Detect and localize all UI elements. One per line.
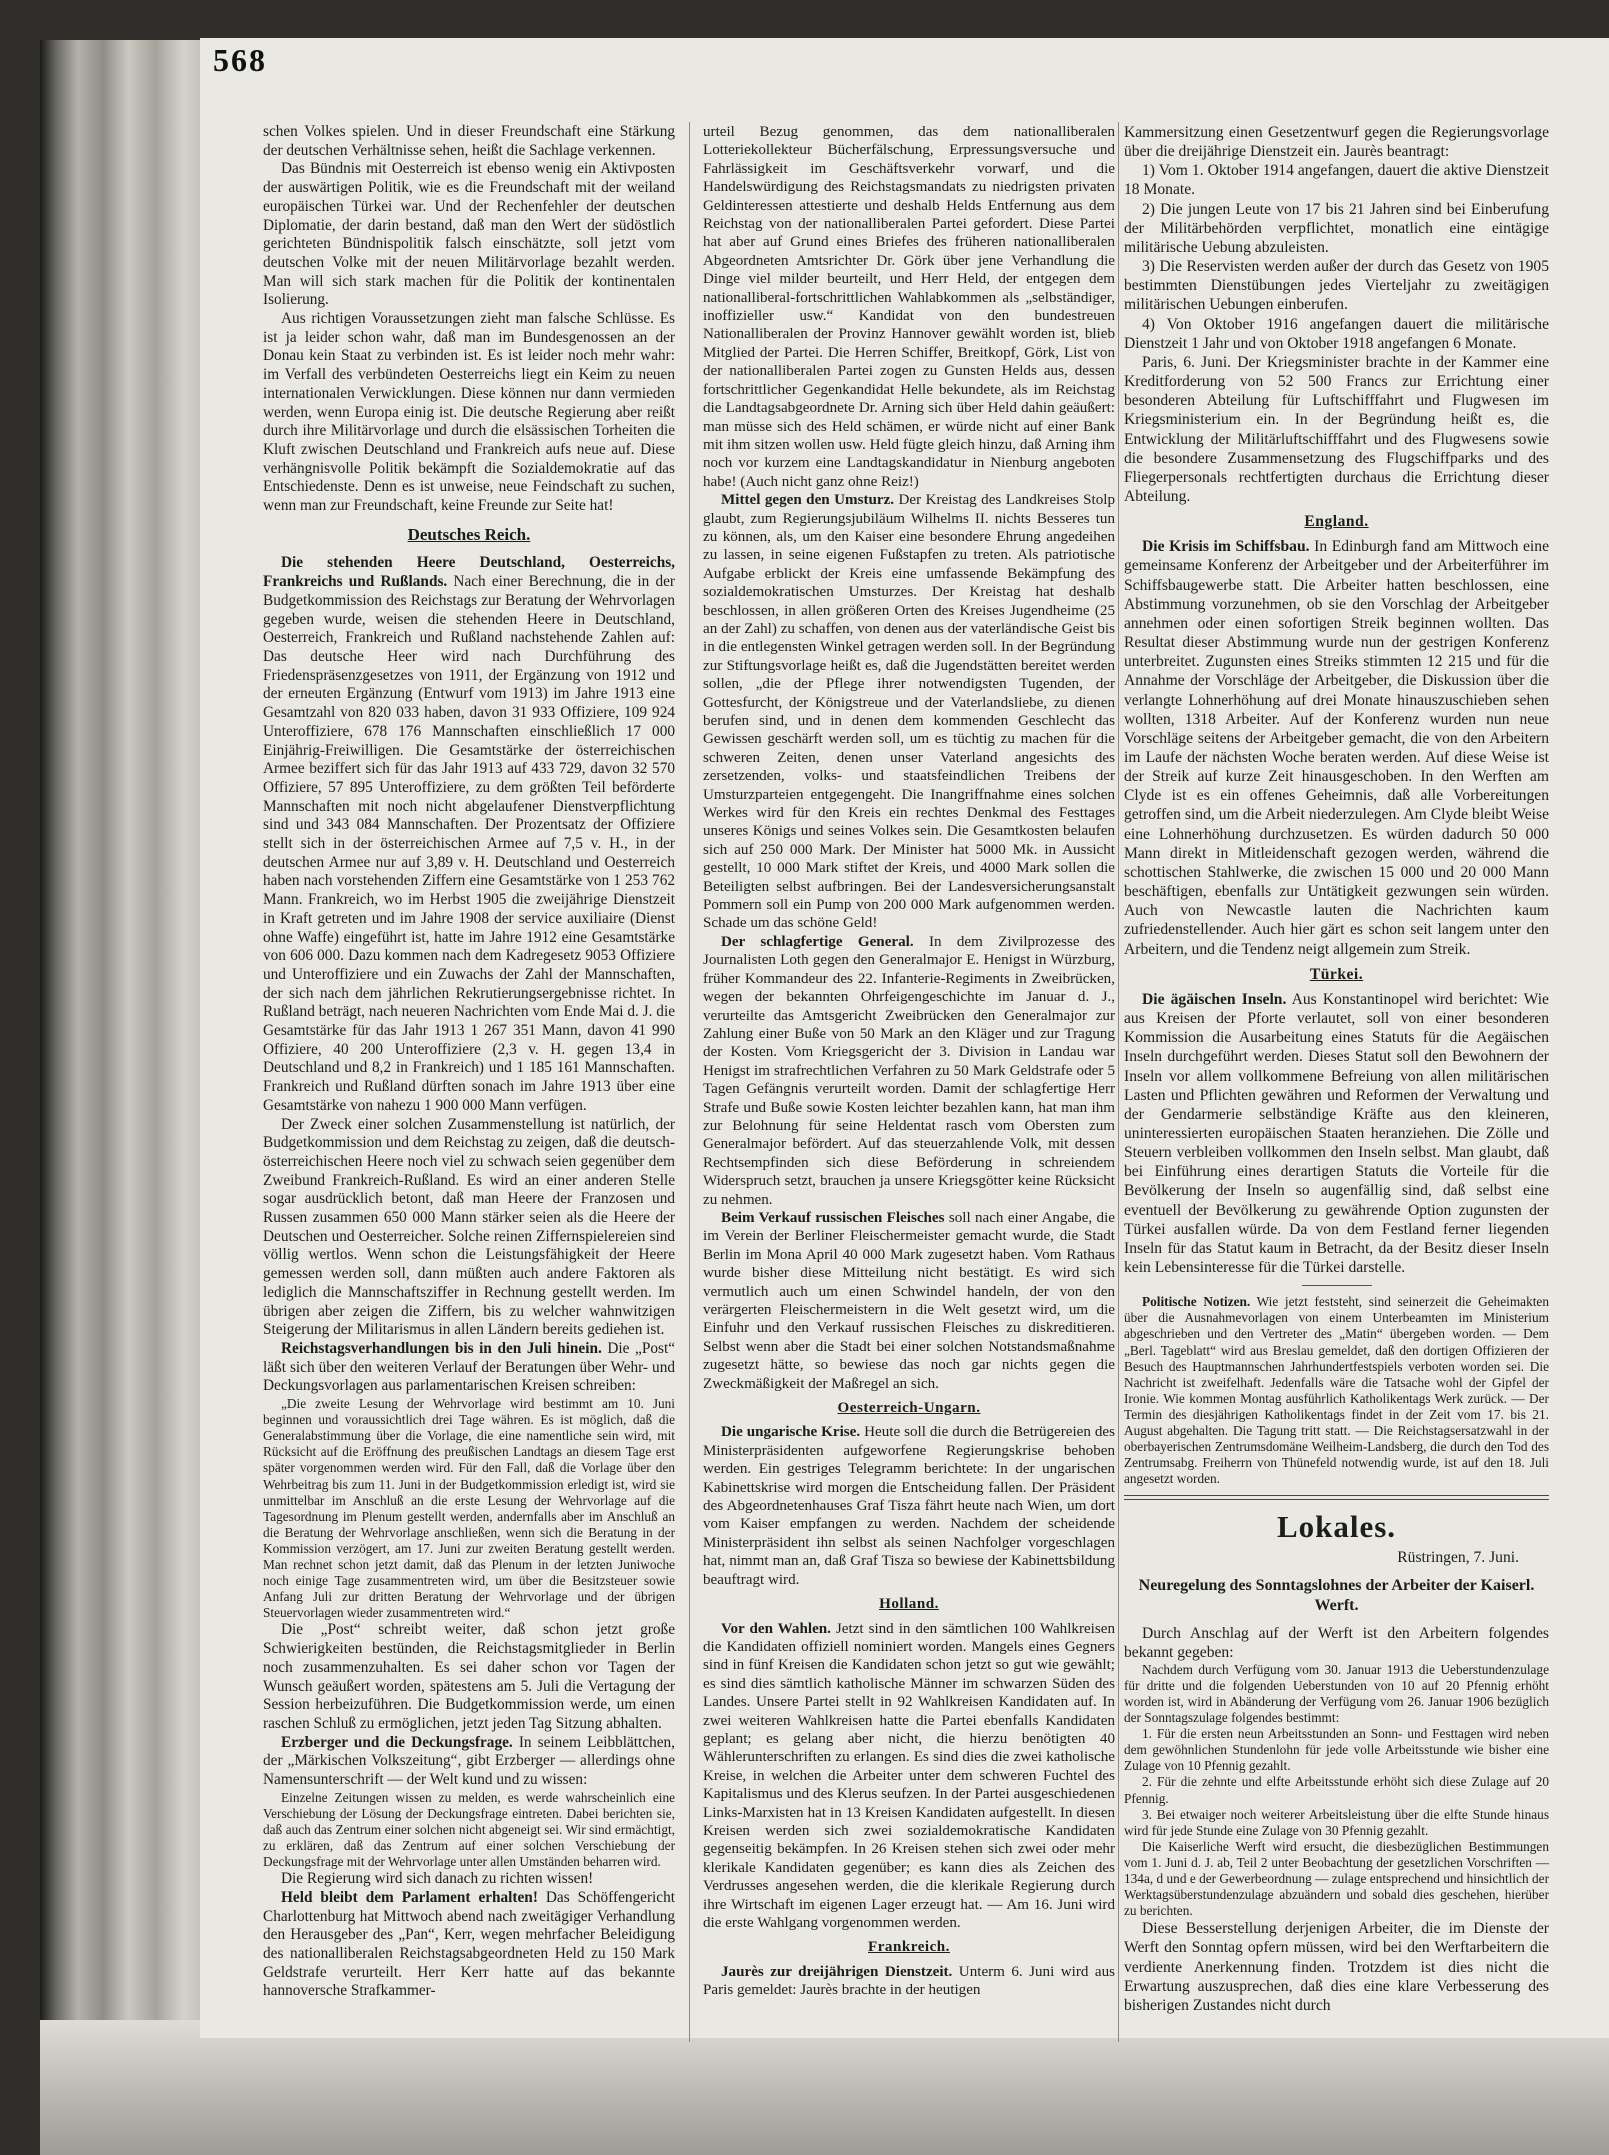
article-body: Jetzt sind in den sämtlichen 100 Wahlkreisen die Kandidaten offiziell nominiert worden. Mangels eines Gegners sind in fünf Kreisen die Kandidaten schon jetzt so gut wie gewählt; es sind dies sämtlich katholische Männer im schwarzen Süden des Landes. Unsere Partei stellt in 92 Wahlkreisen Kandidaten auf. In zwei weiteren Wahlkreisen hatte die Partei ebenfalls Kandidaten geplant; es gelang aber nicht, die hierzu benötigten 40 Wählerunterschriften zu erlangen. Es sind dies die zwei katholische Kreise, in welchen die Arbeiter unter dem schweren Fuchtel des Kapitalismus und des Klerus seufzen. In der Partei ausgeschiedenen Links-Marxisten hat in 13 Kreisen Kandidaten aufgestellt. In diesen Kreisen werden sich zwei sozialdemokratische Kandidaten gegenseitig bekämpfen. In 26 Kreisen stehen sich zwei oder mehr klerikale Kandidaten gegenüber; es kann dies als Zeichen des Verdrusses angesehen werden, die die klerikale Regierung durch ihre Wirtschaft im eigenen Lager erzeugt hat. — Am 16. Juni wird die erste Wahlgang vorgenommen werden.	[703, 1620, 1115, 1931]
paragraph: Nachdem durch Verfügung vom 30. Januar 1913 die Ueberstundenzulage für dritte und die folgenden Ueberstunden von 10 auf 20 Pfennig erhöht worden ist, wird in Abänderung der Verfügung vom 26. Januar 1906 bezüglich der Sonntagszulage folgendes bestimmt:	[1124, 1661, 1549, 1726]
article-lead: Held bleibt dem Parlament erhalten!	[281, 1888, 538, 1906]
paragraph: Durch Anschlag auf der Werft ist den Arbeitern folgendes bekannt gegeben:	[1124, 1624, 1549, 1661]
section-heading: England.	[1304, 513, 1369, 531]
article-body: In seinem Leibblättchen, der „Märkischen Volkszeitung“, gibt Erzberger — allerdings ohne Namensunterschrift — der Welt kund und zu wissen:	[263, 1733, 676, 1789]
article-lead: Die ägäischen Inseln.	[1142, 990, 1287, 1008]
column-1	[263, 123, 675, 2001]
article-body: Unterm 6. Juni wird aus Paris gemeldet: Jaurès brachte in der heutigen	[703, 1963, 1115, 1999]
paragraph: schen Volkes spielen. Und in dieser Freundschaft eine Stärkung der deutschen Verhältnisse sehen, heißt die Sachlage verkennen.	[263, 123, 675, 159]
article-body: Nach einer Berechnung, die in der Budgetkommission des Reichstags zur Beratung der Wehrvorlagen gegeben wurde, weisen die stehenden Heere in Deutschland, Oesterreich, Frankreich und Rußland nachstehende Zahlen auf: Das deutsche Heer wird nach Durchführung des Friedenspräsenzgesetzes von 1911, der Ergänzung von 1912 und der erneuten Ergänzung (Entwurf vom 1913) im Jahre 1913 eine Gesamtzahl von 820 033 haben, davon 31 933 Offiziere, 109 924 Unteroffiziere, 678 176 Mannschaften einschließlich 17 000 Einjährig-Freiwilligen. Die Gesamtstärke der österreichischen Armee beziffert sich für das Jahr 1913 auf 433 729, davon 32 570 Offiziere, 57 895 Unteroffiziere, zu dem größten Teil beförderte Mannschaften mit noch nicht abgelaufener Dienstverpflichtung sind und 343 084 Mannschaften. Der Prozentsatz der Offiziere stellt sich in der österreichischen Armee auf 7,5 v. H., in der deutschen Armee nur auf 3,89 v. H. Deutschland und Oesterreich haben nach vorstehenden Ziffern eine Gesamtstärke von 1 253 762 Mann. Frankreich, wo im Herbst 1905 die zweijährige Dienstzeit in Kraft getreten und im Jahre 1908 der service auxiliaire (Dienst ohne Waffe) eingeführt ist, hatte im Jahre 1912 eine Gesamtstärke von 606 000. Dazu kommen nach dem Kadregesetz 9053 Offiziere und Unteroffiziere und ein Zuwachs der Zahl der Mannschaften, der sich nach dem jährlichen Rekrutierungsergebnisse richtet. In Rußland beträgt, nach neueren Nachrichten vom Ende Mai d. J. die Gesamtstärke für das Jahr 1913 1 267 351 Mann, davon 41 990 Offiziere, 40 200 Unteroffiziere (2,3 v. H. gegen 13,4 in Deutschland und 8,2 in Frankreich) und 1 185 161 Mannschaften. Frankreich und Rußland dürften sonach im Jahre 1913 über eine Gesamtstärke von nahezu 1 900 000 Mann verfügen.	[263, 573, 675, 1114]
article-body: soll nach einer Angabe, die im Verein der Berliner Fleischermeister gemacht wurde, die Stadt Berlin im Mona April 40 000 Mark zugesetzt haben. Vom Rathaus wurde bisher diese Mitteilung nicht bestätigt. Es wird sich vermutlich auch um einen Schwindel handeln, der von den verärgerten Fleischermeistern in die Welt gesetzt wird, um die Einfuhr und den Verkauf russischen Fleisches zu diskreditieren. Selbst wenn aber die Stadt bei einer solchen Notstandsmaßnahme zugesetzt hätte, so bewiese das noch gar nichts gegen die Zweckmäßigkeit der Maßregel an sich.	[703, 1209, 1115, 1392]
paragraph: Der Zweck einer solchen Zusammenstellung ist natürlich, der Budgetkommission und dem Reichstag zu zeigen, daß die deutsch-österreichischen Heere noch viel zu schwach seien gegenüber dem Zweibund Frankreich-Rußland. Es wird an einer anderen Stelle sogar ausdrücklich betont, daß man Heere der Franzosen und Russen zusammen 650 000 Mann stärker seien als die Heere der Deutschen und Oesterreicher. Solche reinen Ziffernspielereien sind völlig wertlos. Wenn schon die Leistungsfähigkeit der Heere gemessen werden soll, dann müßten auch andere Faktoren als lediglich die Mannschaftsziffer in Rechnung gestellt werden. Im übrigen aber zeigen die Ziffern, bis zu welcher wahnwitzigen Steigerung der Militarismus in allen Ländern bereits gediehen ist.	[263, 1115, 675, 1339]
list-item: 4) Von Oktober 1916 angefangen dauert die militärische Dienstzeit 1 Jahr und von Oktober 1918 angefangen 6 Monate.	[1124, 315, 1549, 352]
article-body: Der Kreistag des Landkreises Stolp glaubt, zum Regierungsjubiläum Wilhelms II. nichts Besseres tun zu können, als, um den Kaiser eine besondere Ehrung angedeihen zu lassen, in seine eigenen Fußstapfen zu treten. Als patriotische Aufgabe erblickt der Kreis eine umfassende Bekämpfung des sozialdemokratischen Umsturzes. Der Kreistag hat deshalb beschlossen, in allen größeren Orten des Kreises Jugendheime (25 an der Zahl) zu schaffen, von denen aus der vaterländische Geist bis in die entlegensten Winkel getragen werden soll. In der Begründung zur Stiftungsvorlage heißt es, daß die Jugendstätten bereitet werden sollen, „die der Pflege ihrer notwendigsten Tugenden, der Gottesfurcht, der Königstreue und der Vaterlandsliebe, zu dienen berufen sind, und in denen dem kommenden Geschlecht das Gewissen geschärft werden soll, um es tüchtig zu machen für die schweren Zeiten, denen unser Vaterland angesichts des zersetzenden, volks- und staatsfeindlichen Treibens der Umsturzparteien entgegengeht. Die Inangriffnahme eines solchen Werkes wird für den Kreis ein rechtes Denkmal des Festtages unseres Königs und seines Volkes sein. Die Gesamtkosten belaufen sich auf 250 000 Mark. Der Minister hat 5000 Mk. in Aussicht gestellt, 10 000 Mark stiftet der Kreis, und 4000 Mark sollen die Beteiligten selbst aufbringen. Bei der Landesversicherungsanstalt Pommern soll ein Pump von 200 000 Mark aufgenommen werden. Schade um das schöne Geld!	[703, 492, 1115, 932]
list-item: 2. Für die zehnte und elfte Arbeitsstunde erhöht sich diese Zulage auf 20 Pfennig.	[1124, 1774, 1549, 1806]
article-body: In dem Zivilprozesse des Journalisten Loth gegen den Generalmajor E. Henigst in Würzburg, früher Kommandeur des 22. Infanterie-Regiments in Zweibrücken, wegen der bekannten Ohrfeigengeschichte im Januar d. J., verurteilte das Amtsgericht Zweibrücken den Generalmajor zur Zahlung einer Buße von 50 Mark an den Kläger und zur Tragung der Kosten. Vom Kriegsgericht der 3. Division in Landau war Henigst im strafrechtlichen Verfahren zu 50 Mark Geldstrafe oder 5 Tagen Gefängnis verurteilt worden. Damit der schlagfertige Herr Strafe und Buße sowie Kosten leichter bezahlen kann, hat man ihm zur Belohnung für seine Heldentat rasch vom Obersten zum Generalmajor befördert. Auf das steuerzahlende Volk, mit dessen Rechtsempfinden sich diese Beförderung in schreiendem Widerspruch setzt, brauchen ja unsere Kriegsgötter keine Rücksicht zu nehmen.	[703, 933, 1115, 1208]
list-item: 2) Die jungen Leute von 17 bis 21 Jahren sind bei Einberufung der Militärbehörden verpflichtet, monatlich eine eintägige militärische Uebung abzuleisten.	[1124, 200, 1549, 256]
column-3	[1124, 123, 1549, 2015]
paragraph: urteil Bezug genommen, das dem nationalliberalen Lotteriekollekteur Bücherfälschung, Erpressungsversuche und Fahrlässigkeit im Geschäftsverkehr vorwarf, und die Handelswürdigung des Reichstagsmandats zu niedrigsten privaten Geldinteressen attestierte und deshalb Helds Entfernung aus dem Reichstag von der nationalliberalen Partei gefordert. Diese Partei hat aber auf Grund eines Briefes des früheren nationalliberalen Abgeordneten Amtsrichter Dr. Görk über jene Verhandlung die Dinge viel milder beurteilt, und Herr Held, der entgegen dem nationalliberal-fortschrittlichen Wahlabkommen als „selbständiger, inoffizieller usw.“ Kandidat von den bundestreuen Nationalliberalen der Provinz Hannover gewählt worden ist, blieb Mitglied der Partei. Die Herren Schiffer, Breitkopf, Görk, List von der nationalliberalen Partei zogen zu Gunsten Helds aus, dessen fortschrittlicher Gegenkandidat Helle bekundete, als im Reichstag die Landtagsabgeordnete Dr. Arning sich über Held dahin geäußert: man müsse sich des Held schämen, er würde nicht auf einer Bank mit ihm sitzen wollen usw. Held fügte gleich hinzu, daß Arning ihm noch vor kurzem eine Landtagskandidatur in Nienburg angeboten habe! (Auch nicht ganz ohne Reiz!)	[703, 124, 1115, 490]
separator	[1302, 1285, 1372, 1286]
page-number: 568	[213, 42, 267, 78]
list-item: Die Kaiserliche Werft wird ersucht, die diesbezüglichen Bestimmungen vom 1. Juni d. J. ab, Teil 2 unter Beobachtung der gesetzlichen Vorschriften — 134a, d und e der Gewerbeordnung — zulage entsprechend und hinsichtlich der Werktagsüberstundenzulage abzuändern und sobald dies geschehen, hierüber zu berichten.	[1124, 1838, 1549, 1919]
quotation: „Die zweite Lesung der Wehrvorlage wird bestimmt am 10. Juni beginnen und voraussichtlich drei Tage währen. Es ist möglich, daß die Generalabstimmung über die Vorlage, die eine namentliche sein wird, mit Rücksicht auf die Eröffnung des preußischen Landtags an diesem Tage erst später vorgenommen werden wird. Für den Fall, daß die Vorlage über den Wehrbeitrag bis zum 11. Juni in der Budgetkommission erledigt ist, wird sie unmittelbar im Anschluß an die erste Lesung der Wehrvorlage auf die Tagesordnung im Plenum gestellt werden, andernfalls aber im Anschluß an die Beratung der Wehrvorlage anschließen, wenn sich die Beratung in der Kommission verzögert, am 17. Juni zur zweiten Beratung gestellt werden. Man rechnet schon jetzt damit, daß das Plenum in der letzten Juniwoche noch einige Tage zusammentreten wird, um über die Besitzsteuer sowie Anfang Juli zur dritten Beratung der Wehrvorlage und der übrigen Steuervorlagen wieder zusammentreten wird.“	[263, 1396, 675, 1621]
article-lead: Der schlagfertige General.	[721, 933, 914, 950]
column-rule	[689, 122, 690, 2042]
article-lead: Jaurès zur dreijährigen Dienstzeit.	[721, 1963, 953, 1980]
paragraph: Aus richtigen Voraussetzungen zieht man falsche Schlüsse. Es ist ja leider schon wahr, daß man im Bundesgenossen an der Donau kein Staat zu verbinden ist. Es ist leider noch mehr wahr: im Verfall des verbündeten Oesterreichs liegt ein Keim zu neuen internationalen Verwicklungen. Diese können nur dann vermieden werden, wenn Europa einig ist. Die deutsche Regierung aber reißt durch ihre Militärvorlage und durch die elsässischen Torheiten die Kluft zwischen Deutschland und Frankreich aufs neue auf. Diese verhängnisvolle Politik bekämpft die Sozialdemokratie auf das Entschiedenste. Denn es ist unweise, neue Feindschaft zu suchen, wenn man zur Freundschaft, keine Freunde zur Seite hat!	[263, 310, 675, 515]
paragraph: Die Regierung wird sich danach zu richten wissen!	[281, 1870, 594, 1888]
dateline: Rüstringen, 7. Juni.	[1397, 1549, 1519, 1567]
article-body: Die „Post“ läßt sich über den weiteren Verlauf der Beratungen über Wehr- und Deckungsvorlagen aus parlamentarischen Kreisen schreiben:	[263, 1340, 675, 1395]
paragraph: Paris, 6. Juni. Der Kriegsminister brachte in der Kammer eine Kreditforderung von 52 500 Francs zur Errichtung einer besonderen Abteilung für Luftschifffahrt und Flugwesen im Kriegsministerium ein. In der Begründung heißt es, die Entwicklung der Militärluftschifffahrt und des Flugwesens sowie die besondere Zusammensetzung des Flugschiffparks und des Fliegerpersonals rechtfertigten durchaus die Errichtung dieser Abteilung.	[1124, 353, 1549, 505]
section-heading: Türkei.	[1309, 965, 1364, 983]
paragraph: Kammersitzung einen Gesetzentwurf gegen die Regierungsvorlage über die dreijährige Dienstzeit ein. Jaurès beantragt:	[1124, 124, 1549, 161]
article-lead: Die ungarische Krise.	[721, 1424, 861, 1441]
section-heading: Holland.	[879, 1596, 939, 1613]
list-item: 1) Vom 1. Oktober 1914 angefangen, dauert die aktive Dienstzeit 18 Monate.	[1124, 162, 1549, 199]
list-item: 1. Für die ersten neun Arbeitsstunden an Sonn- und Festtagen wird neben dem gewöhnlichen Stundenlohn für jede volle Arbeitsstunde wie bisher eine Zulage von 10 Pfennig gezahlt.	[1124, 1726, 1549, 1774]
article-body: Heute soll die durch die Betrügereien des Ministerpräsidenten aufgeworfene Regierungskrise behoben werden. Ein gestriges Telegramm berichtete: In der ungarischen Kabinettskrise wird morgen die Entscheidung fallen. Der Präsident des Abgeordnetenhauses Graf Tisza fährt heute nach Wien, um dort vom Kaiser empfangen zu werden. Nachdem der scheidende Ministerpräsident ihn selbst als seinen Nachfolger vorgeschlagen hat, nimmt man an, daß Graf Tisza so bewiese der Kabinettsbildung beauftragt wird.	[703, 1424, 1116, 1588]
column-2	[703, 123, 1115, 2000]
article-lead: Mittel gegen den Umsturz.	[721, 492, 895, 509]
article-lead: Politische Notizen.	[1142, 1294, 1251, 1310]
paragraph: Das Bündnis mit Oesterreich ist ebenso wenig ein Aktivposten der auswärtigen Politik, wie es die Freundschaft mit der weiland europäischen Türkei war. Und der Rechenfehler der deutschen Diplomatie, der darin bestand, daß man den Wert der südöstlich gerichteten Bündnispolitik falsch einschätzte, soll jetzt vom deutschen Volke mit der neuen Militärvorlage bezahlt werden. Man will sich stark machen für die Politik der kontinentalen Isolierung.	[263, 160, 675, 309]
separator	[1124, 1495, 1549, 1500]
article-headline: Neuregelung des Sonntagslohnes der Arbeiter der Kaiserl. Werft.	[1138, 1576, 1535, 1614]
section-heading: Deutsches Reich.	[407, 524, 531, 544]
section-heading: Oesterreich-Ungarn.	[837, 1400, 981, 1417]
list-item: 3) Die Reservisten werden außer der durch das Gesetz von 1905 bestimmten Dienstübungen jedes Vierteljahr zu zweitägigen militärischen Uebungen einberufen.	[1124, 258, 1549, 314]
article-lead: Vor den Wahlen.	[721, 1620, 831, 1637]
section-title: Lokales.	[1276, 1509, 1397, 1545]
article-lead: Beim Verkauf russischen Fleisches	[721, 1209, 945, 1226]
article-lead: Reichstagsverhandlungen bis in den Juli hinein.	[281, 1340, 602, 1357]
article-body: In Edinburgh fand am Mittwoch eine gemeinsame Konferenz der Arbeitgeber und der Arbeiterführer im Schiffsbaugewerbe statt. Die Arbeiter hatten beschlossen, eine Abstimmung vorzunehmen, ob sie den Vorschlag der Arbeitgeber annehmen oder einen sofortigen Streik beginnen wollten. Das Resultat dieser Abstimmung wurde nun der gestrigen Konferenz unterbreitet. Zugunsten eines Streiks stimmten 12 215 und für die Annahme der Vorschläge der Arbeitgeber, die Diskussion über die verlangte Lohnerhöhung auf drei Monate hinauszuschieben sehen wollten, 1318 Arbeiter. Auf der Konferenz wurden nun neue Vorschläge seitens der Arbeitgeber gemacht, die von den Arbeitern im Laufe der nächsten Woche beraten werden. Auf diese Weise ist der Streik auf kurze Zeit hinausgeschoben. In den Werften am Clyde ist es ein offenes Geheimnis, daß alle Vorbereitungen getroffen sind, um die Arbeit niederzulegen. Am Clyde bleibt Weise eine Lohnerhöhung durchzusetzen. Es würden dadurch 50 000 Mann direkt in Mitleidenschaft gezogen werden, während die schottischen Stahlwerke, die zwischen 15 000 und 20 000 Mann beschäftigen, ebenfalls zur Untätigkeit gezwungen sein würden. Auch von Newcastle lauten die Nachrichten kaum zufriedenstellender. Auch hier gärt es schon seit langem unter den Arbeitern, und die Tendenz neigt allgemein zum Streik.	[1124, 538, 1549, 958]
article-lead: Die Krisis im Schiffsbau.	[1142, 538, 1310, 556]
article-body: Aus Konstantinopel wird berichtet: Wie aus Kreisen der Pforte verlautet, soll von einer besonderen Kommission die Ausarbeitung eines Statuts für die Aegäischen Inseln durchgeführt werden. Dieses Statut soll den Bewohnern der Inseln vor allem vollkommene Befreiung von allen militärischen Lasten und Pflichten gewähren und Reformen der Verwaltung und der Gendarmerie selbständige Kräfte aus den kleineren, uninteressierten europäischen Staaten heranziehen. Die Zölle und Steuern verbleiben vollkommen den Inseln selbst. Man glaubt, daß bei Einführung eines derartigen Statuts die Vorteile für die Bevölkerung der Inseln so augenfällig sind, daß selbst eine eventuell der Bevölkerung zu gewährende Option zugunsten der Türkei ausfallen würde. Da von dem Festland ferner liegenden Inseln für das Statut kaum in Betracht, da der Besitz dieser Inseln kein Lebensinteresse für die Türkei darstelle.	[1124, 990, 1549, 1277]
paragraph: Die „Post“ schreibt weiter, daß schon jetzt große Schwierigkeiten bestünden, die Reichstagsmitglieder in Berlin noch zusammenzuhalten. Es sei daher schon vor Tagen der Wunsch geäußert worden, spätestens am 5. Juli die Vertagung der Session herbeizuführen. Die Budgetkommission werde, um einen raschen Schluß zu ermöglichen, jetzt jeden Tag Sitzung abhalten.	[263, 1621, 675, 1732]
quotation: Einzelne Zeitungen wissen zu melden, es werde wahrscheinlich eine Verschiebung der Lösung der Deckungsfrage eintreten. Dabei berichten sie, daß auch das Zentrum einer solchen nicht abgeneigt sei. Wir sind ermächtigt, zu erklären, daß das Zentrum auf einer solchen Verschiebung der Deckungsfrage mit der Wehrvorlage unter allen Umständen beharren wird.	[263, 1789, 675, 1870]
section-heading: Frankreich.	[868, 1939, 950, 1956]
article-body: Wie jetzt feststeht, sind seinerzeit die Geheimakten über die Ausnahmevorlagen von einem Unterbeamten im Ministerium abgeschrieben und den Vertreter des „Matin“ übergeben worden. — Dem „Berl. Tageblatt“ wird aus Breslau gemeldet, daß den dortigen Offizieren der Besuch des Hauptmannschen Jahrhundertfestspiels verboten worden sei. Die Nachricht ist zweifelhaft. Jedenfalls wäre die Tatsache wohl der Gipfel der Ironie. Wie kommen Montag ausführlich Katholikentags Werk zurück. — Der Termin des diesjährigen Katholikentags findet in der Zeit vom 17. bis 21. August abgehalten. Die Tagung tritt statt. — Die Reichstagsersatzwahl in der oberbayerischen Zentrumsdomäne Weilheim-Landsberg, die durch den Tod des Zentrumsabg. Freiherrn von Thünefeld notwendig wurde, ist auf den 18. Juli angesetzt worden.	[1124, 1294, 1549, 1487]
paragraph: Diese Besserstellung derjenigen Arbeiter, die im Dienste der Werft den Sonntag opfern müssen, wird bei den Werftarbeitern die verdiente Anerkennung finden. Trotzdem ist dies nicht die Erwartung auszusprechen, daß dies eine klare Verbesserung des bisherigen Zustandes nicht durch	[1124, 1920, 1549, 2014]
article-lead: Erzberger und die Deckungsfrage.	[281, 1733, 513, 1751]
article-body: Das Schöffengericht Charlottenburg hat Mittwoch abend nach zweitägiger Verhandlung den Herausgeber des „Pan“, Kerr, wegen mehrfacher Beleidigung des nationalliberalen Reichstagsabgeordneten Held zu 150 Mark Geldstrafe verurteilt. Herr Kerr hatte auf das bekannte hannoversche Strafkammer-	[263, 1888, 675, 2000]
column-rule	[1118, 122, 1119, 2042]
article-lead: Die stehenden Heere Deutschland, Oesterreichs, Frankreichs und Rußlands.	[263, 554, 675, 591]
page-bottom-edge	[40, 2020, 1609, 2155]
list-item: 3. Bei etwaiger noch weiterer Arbeitsleistung über die elfte Stunde hinaus wird für jede Stunde eine Zulage von 30 Pfennig gezahlt.	[1124, 1806, 1549, 1838]
